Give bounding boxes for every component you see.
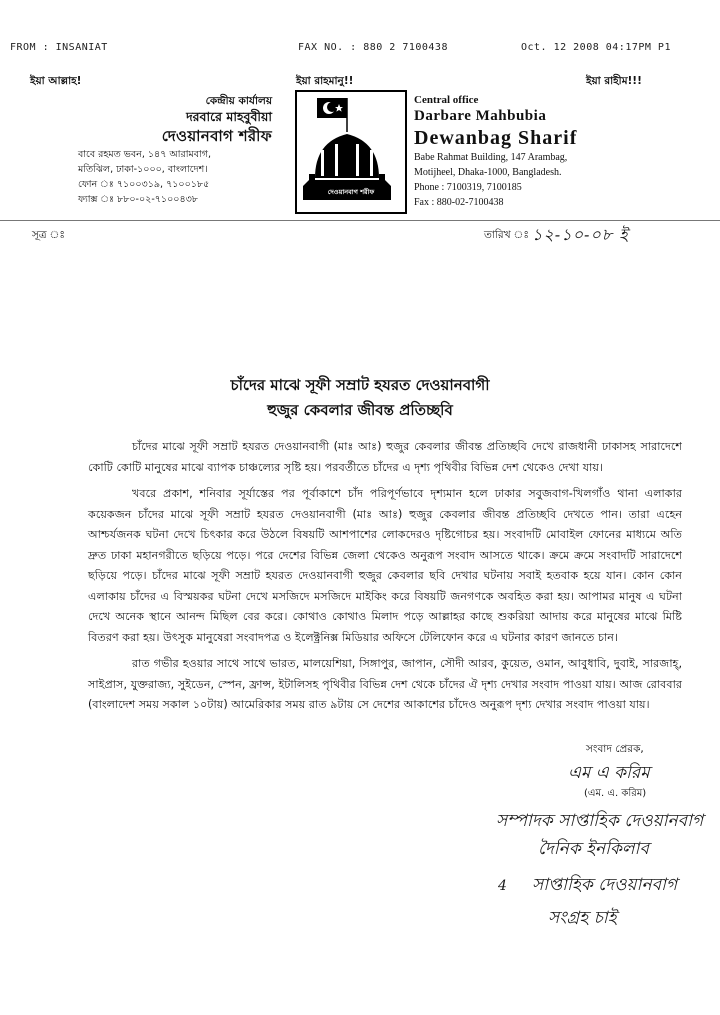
sender-signature: এম এ করিম <box>568 763 650 783</box>
fax-en: Fax : 880-02-7100438 <box>414 197 504 208</box>
address2-bn: মতিঝিল, ঢাকা-১০০০, বাংলাদেশ। <box>78 164 208 175</box>
address2-en: Motijheel, Dhaka-1000, Bangladesh. <box>414 167 562 178</box>
handwritten-line-3: সাপ্তাহিক দেওয়ানবাগ <box>532 875 678 895</box>
sharif-name-en: Dewanbag Sharif <box>414 127 578 149</box>
letterhead-divider <box>0 220 720 221</box>
fax-from: FROM : INSANIAT <box>10 42 108 53</box>
phone-bn: ফোন ঃ ৭১০০৩১৯, ৭১০০১৮৫ <box>78 179 210 190</box>
article-title-line2: হুজুর কেবলার জীবন্ত প্রতিচ্ছবি <box>267 401 453 419</box>
paragraph-2-text: খবরে প্রকাশ, শনিবার সূর্যাস্তের পর পূর্বাকাশে চাঁদ পরিপূর্ণভাবে দৃশ্যমান হলে ঢাকার সবুজবাগ-খিলগাঁও থানা এলাকার কয়েকজন চাঁদের মাঝে সূফী সম্রাট হযরত দেওয়ানবাগী (মাঃ আঃ) হুজুর কেবলার জীবন্ত প্রতিচ্ছবি দেখতে পান। তারা এহেন আশ্চর্যজনক ঘটনা দেখে চিৎকার করে উঠলে বিষয়টি আশপাশের লোকদেরও দৃষ্টিগোচর হয়। সংবাদটি মোবাইল ফোনের মাধ্যমে অতি দ্রুত ঢাকা মহানগরীতে ছড়িয়ে পড়ে। পরে দেশের বিভিন্ন জেলা থেকেও অনুরূপ সংবাদ আসতে থাকে। ক্রমে ক্রমে সংবাদটি সারাদেশে ছড়িয়ে পড়ে। চাঁদের মাঝে সূফী সম্রাট হযরত দেওয়ানবাগী হুজুর কেবলার ছবি দেখার ঘটনায় সবাই হতবাক হয়ে যান। কোন কোন এলাকায় চাঁদের এ বিস্ময়কর ঘটনা দেখে মসজিদে মসজিদে মাইকিং করে বিষয়টি জনগণকে অবহিত করা হয়। আপামর মানুষ এ ঘটনা দেখে অনেক স্থানে আনন্দ মিছিল বের করে। কোথাও কোথাও মিলাদ পড়ে আল্লাহর কাছে শুকরিয়া আদায় করে মানুষের মাঝে মিষ্টি বিতরণ করা হয়। উৎসুক মানুষেরা সংবাদপত্র ও ইলেক্ট্রনিক্স মিডিয়ার অফিসে টেলিফোন করে এ ঘটনার কারণ জানতে চান। <box>88 487 682 644</box>
date-label: তারিখ ঃ <box>484 229 529 241</box>
article-title-line1: চাঁদের মাঝে সূফী সম্রাট হযরত দেওয়ানবাগী <box>230 376 490 394</box>
sharif-name-bn: দেওয়ানবাগ শরীফ <box>161 127 272 145</box>
handwritten-line-4: সংগ্রহ চাই <box>548 908 617 928</box>
letterhead-english <box>414 93 674 210</box>
office-label-bn: কেন্দ্রীয় কার্যালয় <box>205 95 272 107</box>
office-label-en: Central office <box>414 94 479 106</box>
date-value: ১২-১০-০৮ ই <box>532 225 629 244</box>
sender-name: (এম. এ. করিম) <box>584 788 647 799</box>
fax-bn: ফ্যাক্স ঃ ৮৮০-০২-৭১০০৪৩৮ <box>78 194 198 205</box>
org-name-bn: দরবারে মাহবুবীয়া <box>186 109 272 124</box>
handwritten-line-1: সম্পাদক সাপ্তাহিক দেওয়ানবাগ <box>496 811 704 831</box>
handwritten-number: 4 <box>498 878 507 894</box>
org-name-en: Darbare Mahbubia <box>414 108 547 124</box>
invocation-center: ইয়া রাহমানু!! <box>296 75 354 87</box>
paragraph-1 <box>88 437 682 478</box>
letterhead-bengali <box>72 94 272 207</box>
invocation-left: ইয়া আল্লাহ! <box>30 75 82 87</box>
address1-bn: বাবে রহমত ভবন, ১৪৭ আরামবাগ, <box>78 149 212 160</box>
address1-en: Babe Rahmat Building, 147 Arambag, <box>414 152 568 163</box>
fax-number: FAX NO. : 880 2 7100438 <box>298 42 448 53</box>
fax-date-time: Oct. 12 2008 04:17PM P1 <box>521 42 671 53</box>
invocation-right: ইয়া রাহীম!!! <box>586 75 642 87</box>
ref-label: সূত্র ঃ <box>32 229 65 241</box>
article-body <box>88 437 682 722</box>
paragraph-1-text: চাঁদের মাঝে সূফী সম্রাট হযরত দেওয়ানবাগী (মাঃ আঃ) হুজুর কেবলার জীবন্ত প্রতিচ্ছবি দেখে রাজধানী ঢাকাসহ সারাদেশে কোটি কোটি মানুষের মাঝে ব্যাপক চাঞ্চল্যের সৃষ্টি হয়। পরবর্তীতে চাঁদের এ দৃশ্য পৃথিবীর বিভিন্ন দেশ থেকেও দেখা যায়। <box>88 440 682 474</box>
sender-label: সংবাদ প্রেরক, <box>586 743 644 755</box>
paragraph-2 <box>88 484 682 648</box>
handwritten-line-2: দৈনিক ইনকিলাব <box>538 839 649 859</box>
dewanbag-logo <box>295 90 407 214</box>
paragraph-3-text: রাত গভীর হওয়ার সাথে সাথে ভারত, মালয়েশিয়া, সিঙ্গাপুর, জাপান, সৌদী আরব, কুয়েত, ওমান, আবুধাবি, দুবাই, সারজাহ্, সাইপ্রাস, যুক্তরাজ্য, সুইডেন, স্পেন, ফ্রান্স, ইটালিসহ পৃথিবীর বিভিন্ন দেশ থেকে চাঁদের ঐ দৃশ্য দেখার সংবাদ পাওয়া যায়। আজ রোববার (বাংলাদেশ সময় সকাল ১০টায়) আমেরিকার সময় রাত ৯টায় সে দেশের আকাশের চাঁদেও অনুরূপ দৃশ্য দেখার সংবাদ পাওয়া যায়। <box>88 657 682 711</box>
logo-banner-text: দেওয়ানবাগ শরীফ <box>327 188 375 196</box>
paragraph-3 <box>88 654 682 716</box>
phone-en: Phone : 7100319, 7100185 <box>414 182 522 193</box>
